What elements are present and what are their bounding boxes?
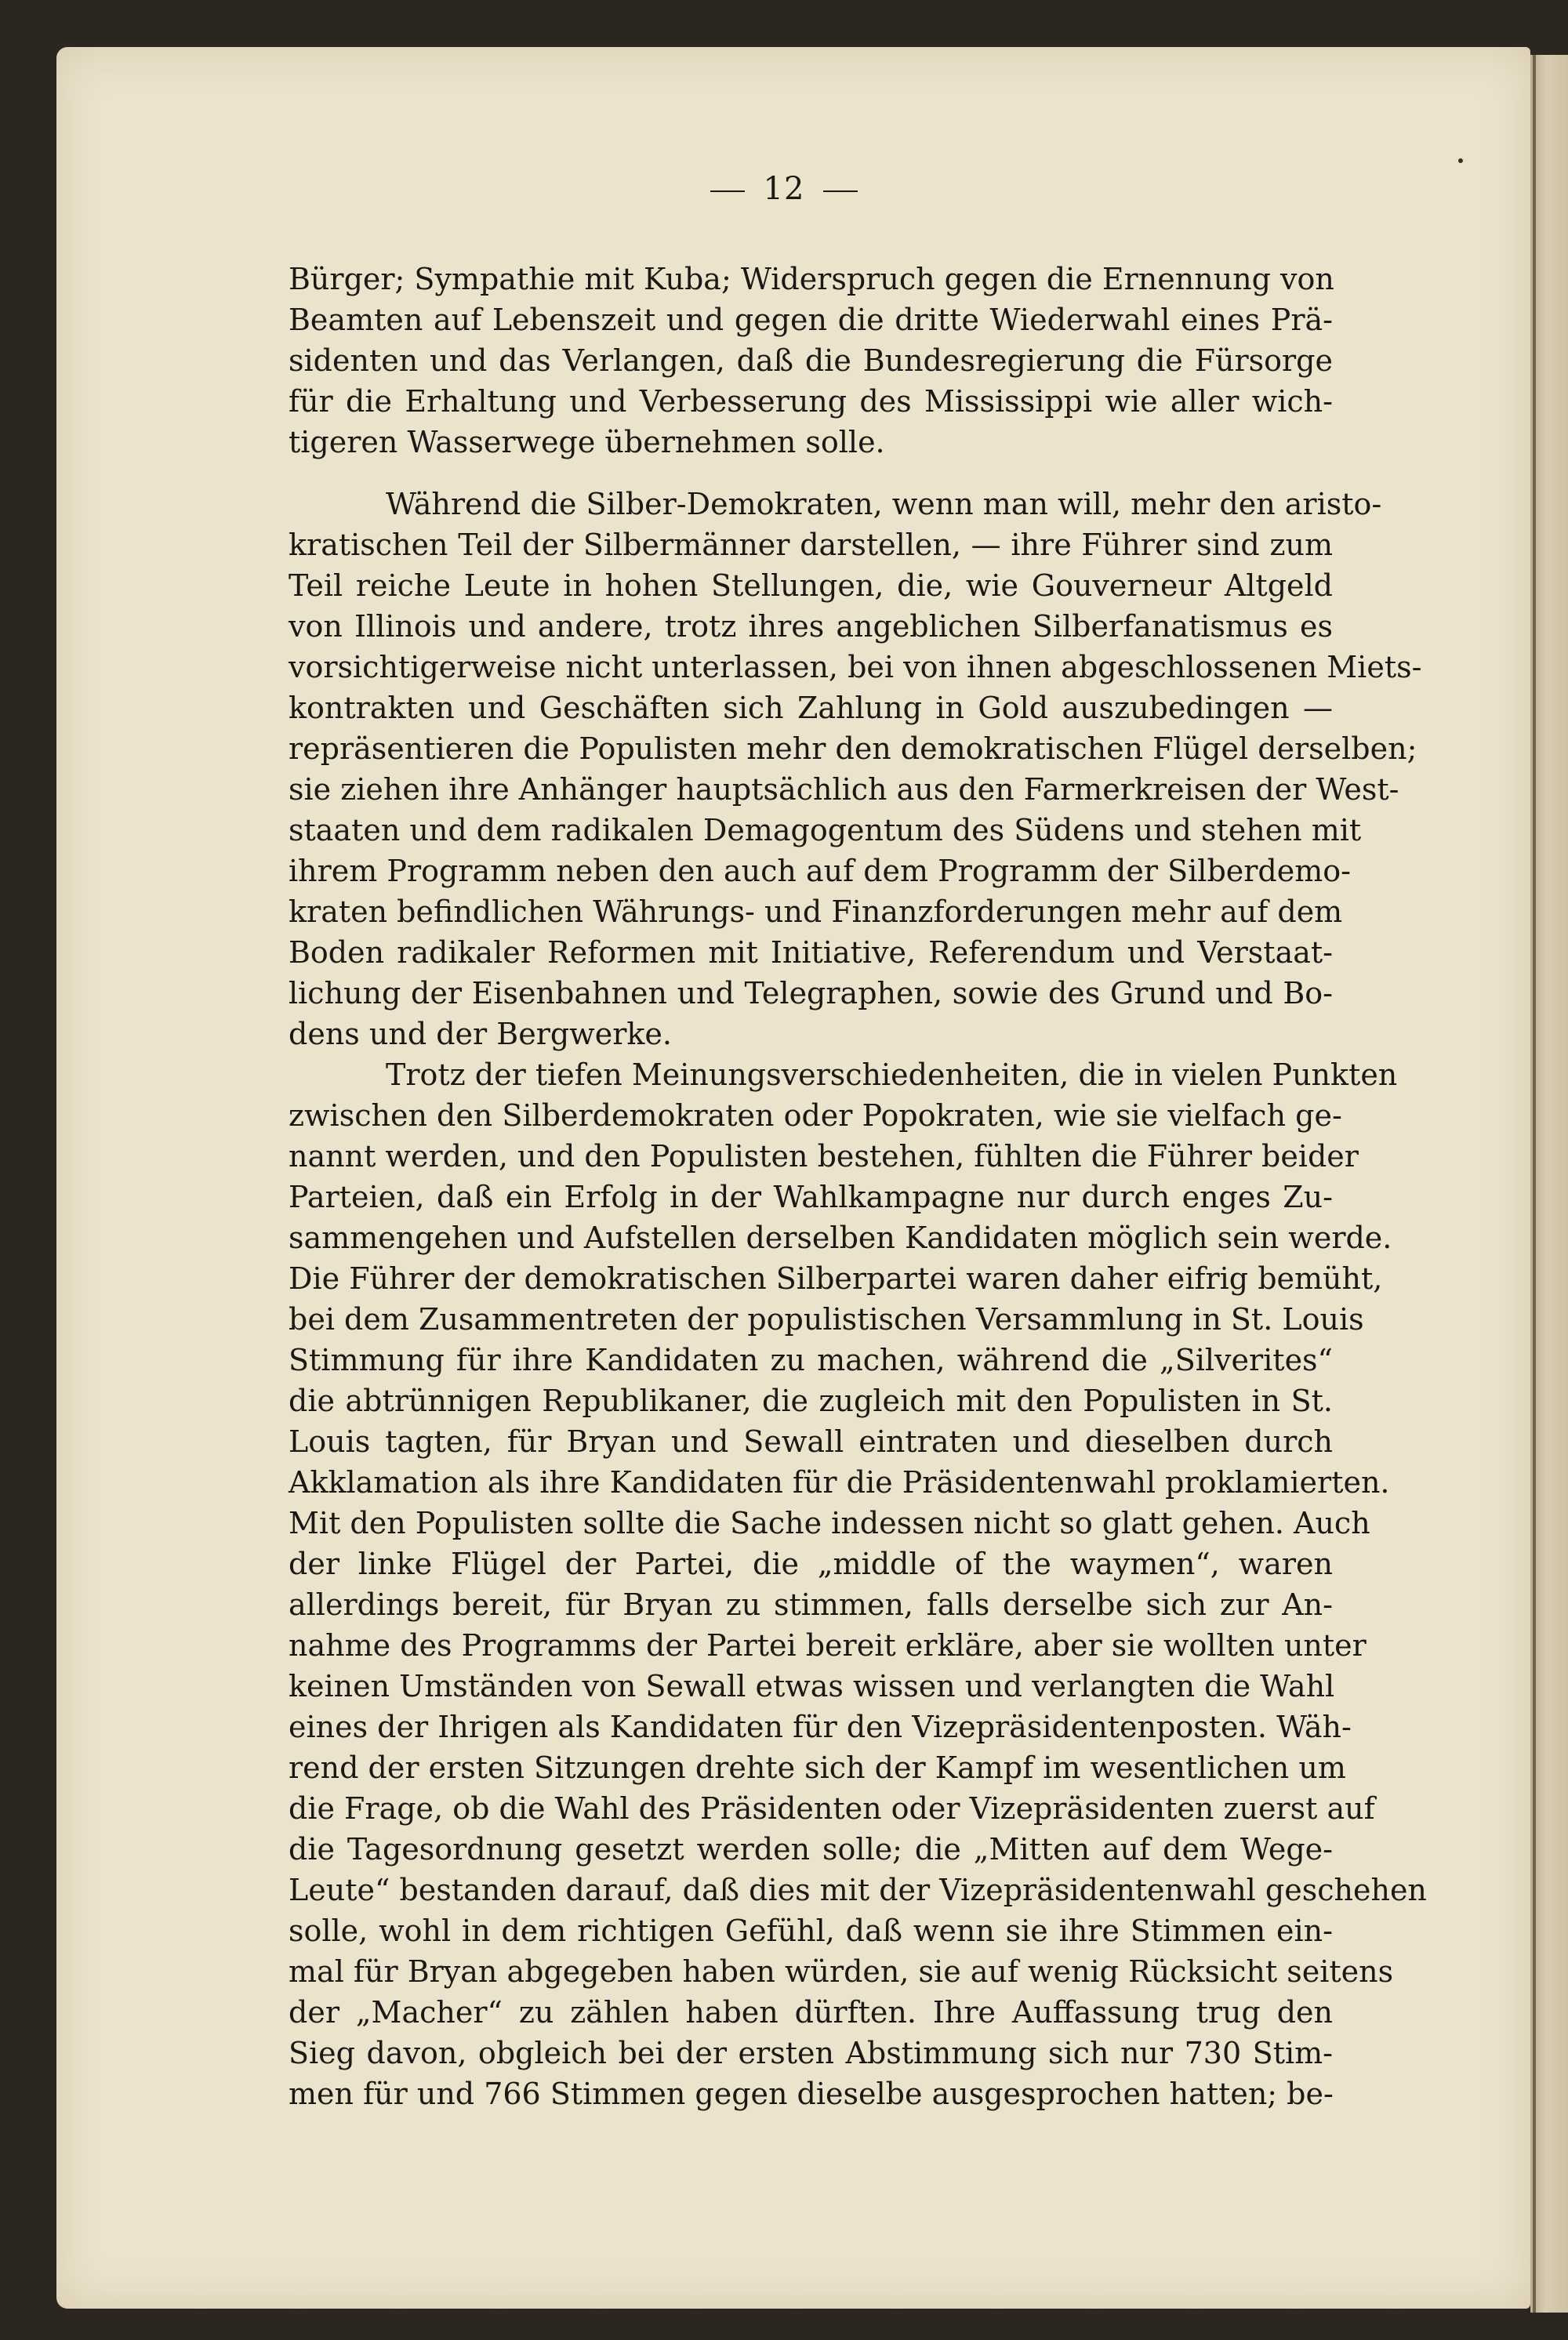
page-header xyxy=(0,171,1568,207)
text-line: der linke Flügel der Partei, die „middle of the waymen“, waren xyxy=(289,1547,1333,1581)
text-line: sidenten und das Verlangen, daß die Bundesregierung die Fürsorge xyxy=(289,343,1333,378)
text-line: dens und der Bergwerke. xyxy=(289,1017,672,1051)
text-line: Während die Silber-Demokraten, wenn man will, mehr den aristo- xyxy=(386,487,1382,521)
text-line: lichung der Eisenbahnen und Telegraphen, sowie des Grund und Bo- xyxy=(289,976,1333,1010)
text-line: staaten und dem radikalen Demagogentum des Südens und stehen mit xyxy=(289,813,1362,847)
text-line: ihrem Programm neben den auch auf dem Programm der Silberdemo- xyxy=(289,854,1351,888)
text-line: die abtrünnigen Republikaner, die zugleich mit den Populisten in St. xyxy=(289,1384,1333,1418)
text-line: kraten befindlichen Währungs- und Finanzforderungen mehr auf dem xyxy=(289,894,1343,929)
text-line: zwischen den Silberdemokraten oder Popokraten, wie sie vielfach ge- xyxy=(289,1098,1342,1133)
text-line: kontrakten und Geschäften sich Zahlung in Gold auszubedingen — xyxy=(289,691,1333,725)
text-line: Teil reiche Leute in hohen Stellungen, die, wie Gouverneur Altgeld xyxy=(289,568,1333,603)
text-line: tigeren Wasserwege übernehmen solle. xyxy=(289,425,885,459)
text-line: Boden radikaler Reformen mit Initiative, Referendum und Verstaat- xyxy=(289,935,1333,970)
text-line: Trotz der tiefen Meinungsverschiedenheiten, die in vielen Punkten xyxy=(386,1058,1398,1092)
binding-shadow xyxy=(1533,55,1536,2313)
text-line: Parteien, daß ein Erfolg in der Wahlkampagne nur durch enges Zu- xyxy=(289,1180,1333,1214)
text-line: von Illinois und andere, trotz ihres angeblichen Silberfanatismus es xyxy=(289,609,1333,644)
header-dash-left xyxy=(710,190,745,192)
text-line: nahme des Programms der Partei bereit erkläre, aber sie wollten unter xyxy=(289,1628,1367,1663)
header-dash-right xyxy=(823,190,858,192)
text-line: Louis tagten, für Bryan und Sewall eintraten und dieselben durch xyxy=(289,1424,1333,1459)
text-line: Stimmung für ihre Kandidaten zu machen, während die „Silverites“ xyxy=(289,1343,1333,1377)
text-line: die Frage, ob die Wahl des Präsidenten oder Vizepräsidenten zuerst auf xyxy=(289,1791,1375,1826)
text-line: sie ziehen ihre Anhänger hauptsächlich aus den Farmerkreisen der West- xyxy=(289,772,1399,807)
text-line: eines der Ihrigen als Kandidaten für den Vizepräsidentenposten. Wäh- xyxy=(289,1710,1352,1744)
text-line: Beamten auf Lebenszeit und gegen die dritte Wiederwahl eines Prä- xyxy=(289,303,1333,337)
text-line: Leute“ bestanden darauf, daß dies mit der Vizepräsidentenwahl geschehen xyxy=(289,1873,1427,1907)
text-line: mal für Bryan abgegeben haben würden, sie auf wenig Rücksicht seitens xyxy=(289,1954,1394,1989)
text-line: kratischen Teil der Silbermänner darstellen, — ihre Führer sind zum xyxy=(289,528,1333,562)
text-line: keinen Umständen von Sewall etwas wissen und verlangten die Wahl xyxy=(289,1669,1335,1703)
text-line: Bürger; Sympathie mit Kuba; Widerspruch gegen die Ernennung von xyxy=(289,262,1334,296)
text-line: sammengehen und Aufstellen derselben Kandidaten möglich sein werde. xyxy=(289,1221,1392,1255)
text-line: die Tagesordnung gesetzt werden solle; die „Mitten auf dem Wege- xyxy=(289,1832,1333,1867)
text-line: solle, wohl in dem richtigen Gefühl, daß wenn sie ihre Stimmen ein- xyxy=(289,1914,1333,1948)
page-number: 12 xyxy=(763,171,805,207)
text-line: Sieg davon, obgleich bei der ersten Abstimmung sich nur 730 Stim- xyxy=(289,2036,1333,2070)
text-line: allerdings bereit, für Bryan zu stimmen, falls derselbe sich zur An- xyxy=(289,1587,1333,1622)
text-line: men für und 766 Stimmen gegen dieselbe ausgesprochen hatten; be- xyxy=(289,2077,1334,2111)
paper-speck xyxy=(1458,158,1463,163)
text-line: Die Führer der demokratischen Silberpartei waren daher eifrig bemüht, xyxy=(289,1261,1383,1296)
text-line: der „Macher“ zu zählen haben dürften. Ihre Auffassung trug den xyxy=(289,1995,1333,2030)
text-line: nannt werden, und den Populisten bestehen, fühlten die Führer beider xyxy=(289,1139,1359,1174)
text-line: Akklamation als ihre Kandidaten für die Präsidentenwahl proklamierten. xyxy=(289,1465,1390,1500)
text-line: rend der ersten Sitzungen drehte sich der Kampf im wesentlichen um xyxy=(289,1750,1346,1785)
text-line: Mit den Populisten sollte die Sache indessen nicht so glatt gehen. Auch xyxy=(289,1506,1370,1540)
text-line: vorsichtigerweise nicht unterlassen, bei von ihnen abgeschlossenen Miets- xyxy=(289,650,1422,684)
facing-page-edge xyxy=(1530,55,1568,2313)
text-line: bei dem Zusammentreten der populistischen Versammlung in St. Louis xyxy=(289,1302,1364,1337)
text-line: repräsentieren die Populisten mehr den demokratischen Flügel derselben; xyxy=(289,731,1417,766)
text-line: für die Erhaltung und Verbesserung des Mississippi wie aller wich- xyxy=(289,384,1333,419)
